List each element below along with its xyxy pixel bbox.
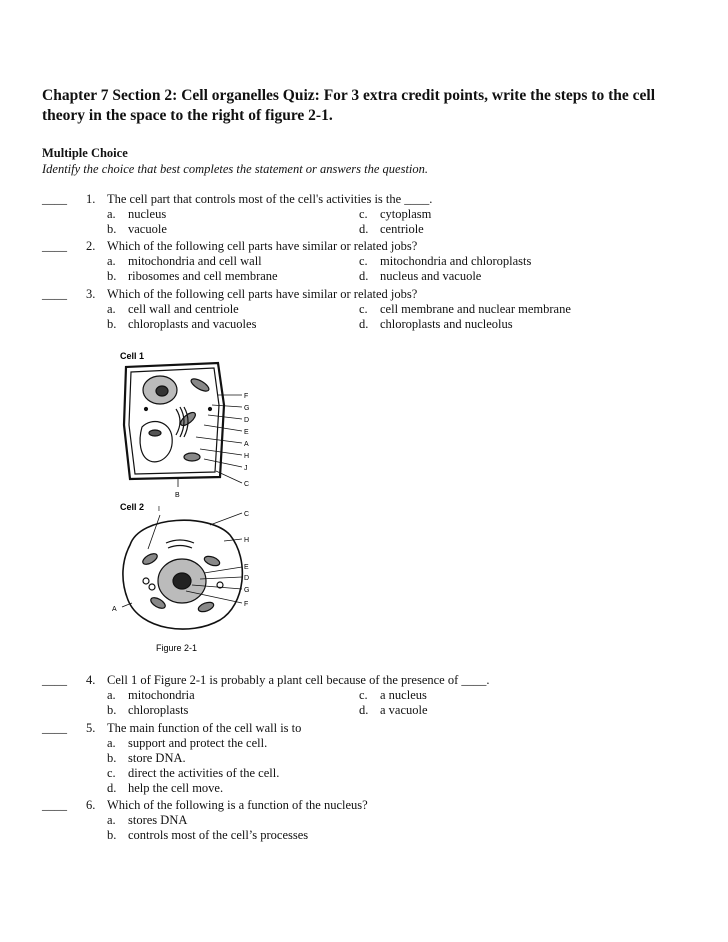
option-c: c. cytoplasm [359, 207, 432, 221]
question-stem: Cell 1 of Figure 2-1 is probably a plant cell because of the presence of ____. [107, 673, 490, 687]
option-b: b. ribosomes and cell membrane [107, 269, 278, 283]
cell-1-callouts [175, 393, 249, 499]
option-d: d. a vacuole [359, 703, 428, 717]
callout-label: D [244, 417, 250, 424]
option-a: a. support and protect the cell. [107, 736, 268, 750]
option-a: a. mitochondria and cell wall [107, 254, 262, 268]
option-c: c. direct the activities of the cell. [107, 766, 280, 780]
callout-label: B [175, 492, 180, 499]
callout-label: C [244, 481, 250, 488]
callout-label: A [244, 441, 249, 448]
callout-label: E [244, 564, 249, 571]
figure-caption: Figure 2-1 [156, 643, 198, 653]
option-d: d. nucleus and vacuole [359, 269, 482, 283]
callout-label: H [244, 453, 250, 460]
cell-2-diagram [123, 520, 242, 629]
option-c: c. cell membrane and nuclear membrane [359, 302, 571, 316]
instructions: Identify the choice that best completes the statement or answers the question. [42, 162, 429, 176]
callout-label: A [112, 606, 117, 613]
figure-2-1 [100, 345, 280, 660]
option-a: a. cell wall and centriole [107, 302, 239, 316]
option-a: a. nucleus [107, 207, 167, 221]
answer-blank[interactable]: ____ [42, 239, 67, 253]
option-a: a. stores DNA [107, 813, 188, 827]
callout-label: D [244, 575, 250, 582]
option-b: b. controls most of the cell’s processes [107, 828, 309, 842]
callout-label: J [244, 465, 248, 472]
answer-blank[interactable]: ____ [42, 673, 67, 687]
option-c: c. mitochondria and chloroplasts [359, 254, 532, 268]
callout-label: G [244, 587, 250, 594]
option-b: b. chloroplasts and vacuoles [107, 317, 257, 331]
callout-label: E [244, 429, 249, 436]
callout-label: H [244, 537, 250, 544]
option-b: b. chloroplasts [107, 703, 189, 717]
cell-1-label: Cell 1 [120, 351, 145, 361]
option-b: b. vacuole [107, 222, 167, 236]
option-d: d. chloroplasts and nucleolus [359, 317, 513, 331]
callout-label: F [244, 601, 249, 608]
question-stem: The main function of the cell wall is to [107, 721, 302, 735]
callout-label: I [158, 506, 160, 513]
question-number: 2. [86, 239, 96, 253]
callout-label: C [244, 511, 250, 518]
option-d: d. help the cell move. [107, 781, 224, 795]
question-stem: The cell part that controls most of the cell's activities is the ____. [107, 192, 433, 206]
question-stem: Which of the following cell parts have similar or related jobs? [107, 239, 418, 253]
option-d: d. centriole [359, 222, 424, 236]
question-stem: Which of the following cell parts have similar or related jobs? [107, 287, 418, 301]
cell-2-label: Cell 2 [120, 502, 145, 512]
answer-blank[interactable]: ____ [42, 192, 67, 206]
section-heading: Multiple Choice [42, 146, 128, 160]
option-c: c. a nucleus [359, 688, 427, 702]
question-number: 3. [86, 287, 96, 301]
option-a: a. mitochondria [107, 688, 195, 702]
answer-blank[interactable]: ____ [42, 798, 67, 812]
callout-label: G [244, 405, 250, 412]
question-stem: Which of the following is a function of the nucleus? [107, 798, 368, 812]
quiz-title: Chapter 7 Section 2: Cell organelles Quiz: For 3 extra credit points, write the steps to the cell theory in the space to the right of figure 2-1. [42, 87, 655, 124]
question-number: 1. [86, 192, 96, 206]
cell-1-diagram [124, 363, 224, 479]
question-number: 5. [86, 721, 96, 735]
answer-blank[interactable]: ____ [42, 721, 67, 735]
question-number: 6. [86, 798, 96, 812]
question-number: 4. [86, 673, 96, 687]
answer-blank[interactable]: ____ [42, 287, 67, 301]
option-b: b. store DNA. [107, 751, 186, 765]
callout-label: F [244, 393, 249, 400]
